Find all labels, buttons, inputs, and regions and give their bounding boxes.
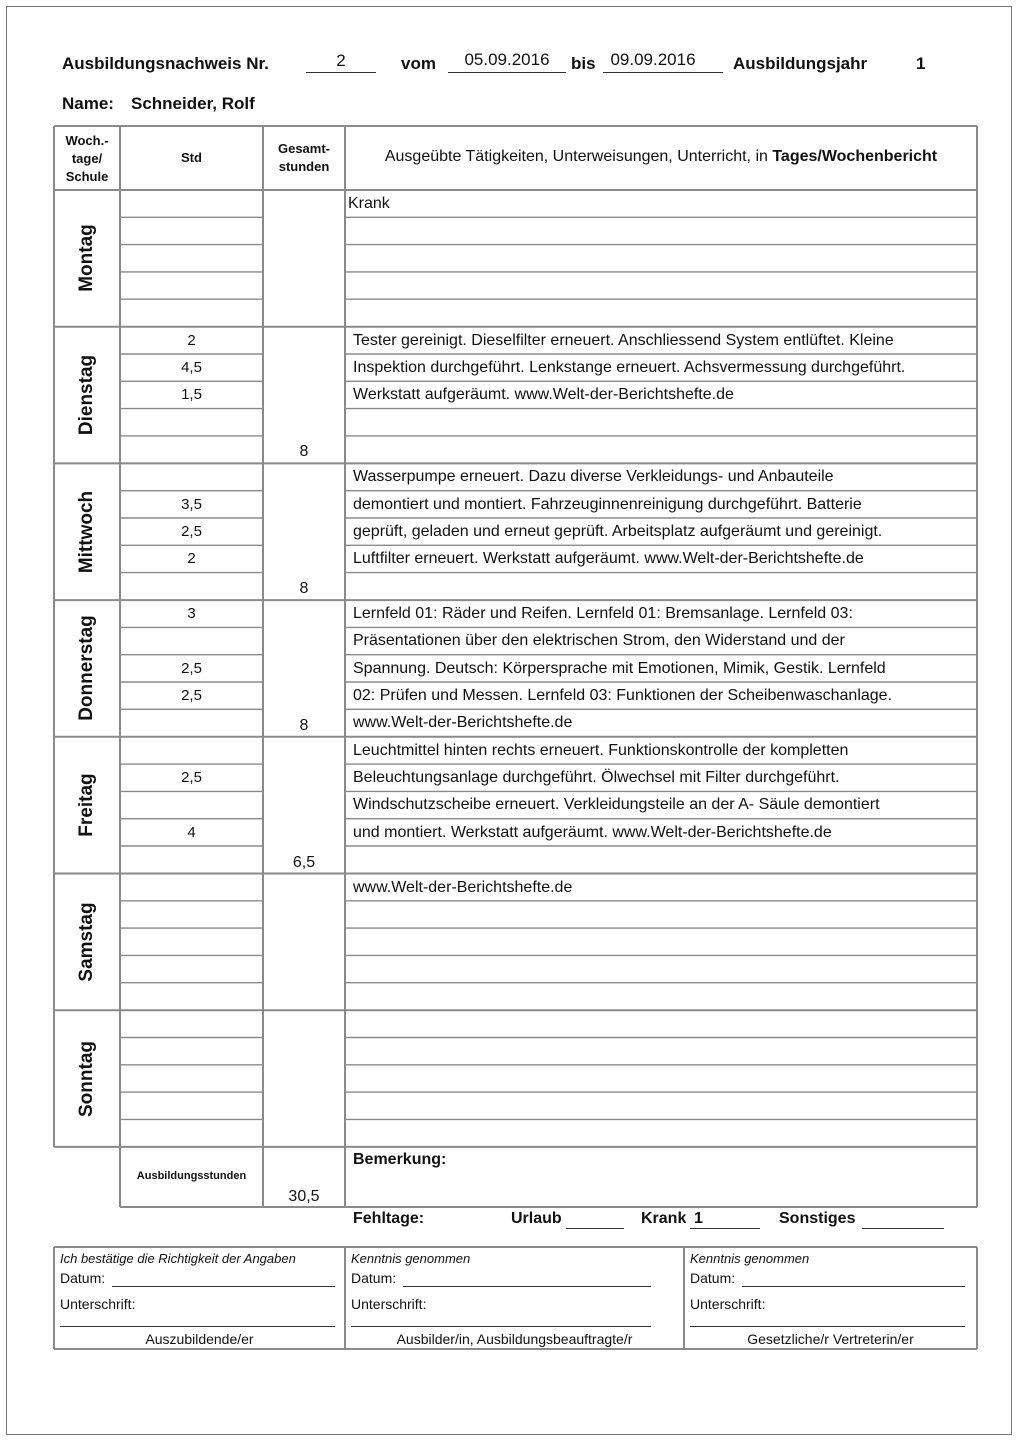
std-cell-freitag[interactable]: 4 xyxy=(187,823,196,841)
ausbildungsjahr-label: Ausbildungsjahr xyxy=(733,54,868,73)
signature-datum-field[interactable] xyxy=(403,1286,651,1287)
signature-datum-label: Datum: xyxy=(351,1270,397,1286)
activity-line-mittwoch[interactable]: Wasserpumpe erneuert. Dazu diverse Verkleidungs- und Anbauteile xyxy=(353,468,834,486)
std-cell-mittwoch[interactable]: 2,5 xyxy=(181,523,202,540)
signature-field[interactable] xyxy=(690,1326,965,1327)
column-header-gesamt xyxy=(263,140,345,176)
day-label-mittwoch: Mittwoch xyxy=(76,490,97,573)
std-cell-donnerstag[interactable]: 2,5 xyxy=(181,687,202,704)
signature-datum-label: Datum: xyxy=(690,1270,736,1286)
signature-field[interactable] xyxy=(351,1326,651,1327)
signature-role: Gesetzliche/r Vertreterin/er xyxy=(747,1331,914,1347)
signature-heading: Kenntnis genommen xyxy=(351,1251,471,1266)
std-cell-mittwoch[interactable]: 3,5 xyxy=(181,495,202,513)
std-cell-dienstag[interactable]: 2 xyxy=(187,331,196,349)
total-hours-freitag[interactable]: 6,5 xyxy=(292,853,316,871)
column-header-std: Std xyxy=(181,150,202,165)
signature-datum-label: Datum: xyxy=(60,1270,106,1286)
activity-line-samstag[interactable]: www.Welt-der-Berichtshefte.de xyxy=(353,878,573,896)
signature-role: Ausbilder/in, Ausbildungsbeauftragte/r xyxy=(396,1331,633,1347)
krank-underline xyxy=(690,1228,760,1229)
signature-unterschrift-label: Unterschrift: xyxy=(690,1296,766,1312)
signature-role: Auszubildende/er xyxy=(145,1331,254,1347)
day-label-samstag: Samstag xyxy=(76,902,97,982)
total-hours-donnerstag[interactable]: 8 xyxy=(299,716,309,734)
signature-unterschrift-label: Unterschrift: xyxy=(60,1296,136,1312)
std-cell-mittwoch[interactable]: 2 xyxy=(187,550,196,568)
activity-line-mittwoch[interactable]: demontiert und montiert. Fahrzeuginnenreinigung durchgeführt. Batterie xyxy=(353,495,862,513)
day-label-montag: Montag xyxy=(76,224,97,293)
date-to[interactable]: 09.09.2016 xyxy=(610,50,696,69)
signature-heading: Ich bestätige die Richtigkeit der Angaben xyxy=(60,1251,296,1266)
bis-label: bis xyxy=(571,54,596,73)
signature-datum-field[interactable] xyxy=(742,1286,965,1287)
std-cell-dienstag[interactable]: 4,5 xyxy=(181,359,202,376)
report-number[interactable]: 2 xyxy=(336,51,346,70)
column-header-gesamt-line2: stunden xyxy=(278,159,330,174)
sonstiges-label: Sonstiges xyxy=(779,1210,856,1227)
activity-line-mittwoch[interactable]: geprüft, geladen und erneut geprüft. Arbeitsplatz aufgeräumt und gereinigt. xyxy=(353,523,883,540)
activity-line-mittwoch[interactable]: Luftfilter erneuert. Werkstatt aufgeräumt. www.Welt-der-Berichtshefte.de xyxy=(353,550,864,568)
signature-datum-field[interactable] xyxy=(112,1286,335,1287)
day-label-freitag: Freitag xyxy=(76,773,97,837)
urlaub-label: Urlaub xyxy=(511,1210,562,1227)
column-header-weekdays-line2: tage/ xyxy=(71,151,103,166)
column-header-weekdays-line3: Schule xyxy=(65,169,109,184)
activity-line-freitag[interactable]: und montiert. Werkstatt aufgeräumt. www.Welt-der-Berichtshefte.de xyxy=(353,823,832,841)
activity-line-donnerstag[interactable]: www.Welt-der-Berichtshefte.de xyxy=(353,714,573,732)
ausbildungsstunden-label: Ausbildungsstunden xyxy=(136,1170,247,1182)
column-header-activities xyxy=(345,148,977,166)
activity-line-dienstag[interactable]: Inspektion durchgeführt. Lenkstange erneuert. Achsvermessung durchgeführt. xyxy=(353,359,906,376)
fehltage-label: Fehltage: xyxy=(353,1210,425,1227)
day-label-donnerstag: Donnerstag xyxy=(76,615,97,722)
ausbildungsstunden-total[interactable]: 30,5 xyxy=(288,1188,320,1205)
activity-line-donnerstag[interactable]: Lernfeld 01: Räder und Reifen. Lernfeld 01: Bremsanlage. Lernfeld 03: xyxy=(353,605,853,623)
column-header-activities-text: Ausgeübte Tätigkeiten, Unterweisungen, Unterricht, in xyxy=(384,148,773,165)
activity-line-freitag[interactable]: Beleuchtungsanlage durchgeführt. Ölwechsel mit Filter durchgeführt. xyxy=(353,769,840,787)
day-label-sonntag: Sonntag xyxy=(76,1040,97,1117)
column-header-weekdays-line1: Woch.- xyxy=(65,133,109,148)
sonstiges-underline xyxy=(862,1228,944,1229)
activity-line-freitag[interactable]: Windschutzscheibe erneuert. Verkleidungsteile an der A- Säule demontiert xyxy=(353,796,880,814)
ausbildungsjahr-value[interactable]: 1 xyxy=(916,54,926,73)
activity-line-freitag[interactable]: Leuchtmittel hinten rechts erneuert. Funktionskontrolle der kompletten xyxy=(353,741,849,759)
vom-label: vom xyxy=(401,54,436,73)
signature-heading: Kenntnis genommen xyxy=(690,1251,810,1266)
day-label-dienstag: Dienstag xyxy=(76,354,97,436)
signature-unterschrift-label: Unterschrift: xyxy=(351,1296,427,1312)
bemerkung-label: Bemerkung: xyxy=(353,1151,447,1168)
total-hours-mittwoch[interactable]: 8 xyxy=(299,580,309,598)
krank-value[interactable]: 1 xyxy=(694,1210,703,1227)
date-from[interactable]: 05.09.2016 xyxy=(464,50,550,69)
signature-field[interactable] xyxy=(60,1326,335,1327)
activity-line-donnerstag[interactable]: Spannung. Deutsch: Körpersprache mit Emotionen, Mimik, Gestik. Lernfeld xyxy=(353,659,886,677)
krank-label: Krank xyxy=(641,1210,687,1227)
activity-line-donnerstag[interactable]: Präsentationen über den elektrischen Strom, den Widerstand und der xyxy=(353,632,845,650)
activity-line-dienstag[interactable]: Tester gereinigt. Dieselfilter erneuert. Anschliessend System entlüftet. Kleine xyxy=(353,331,894,349)
column-header-gesamt-line1: Gesamt- xyxy=(277,141,331,156)
urlaub-underline xyxy=(566,1228,624,1229)
form-title: Ausbildungsnachweis Nr. xyxy=(62,54,269,73)
std-cell-donnerstag[interactable]: 2,5 xyxy=(181,659,202,677)
std-cell-donnerstag[interactable]: 3 xyxy=(187,605,196,623)
column-header-activities-bold: Tages/Wochenbericht xyxy=(772,148,938,165)
activity-line-montag[interactable]: Krank xyxy=(348,195,390,212)
std-cell-freitag[interactable]: 2,5 xyxy=(181,769,202,787)
total-hours-dienstag[interactable]: 8 xyxy=(299,443,309,461)
column-header-weekdays xyxy=(54,132,120,186)
std-cell-dienstag[interactable]: 1,5 xyxy=(181,386,202,404)
activity-line-donnerstag[interactable]: 02: Prüfen und Messen. Lernfeld 03: Funktionen der Scheibenwaschanlage. xyxy=(353,687,893,704)
name-label: Name: xyxy=(62,94,114,113)
activity-line-dienstag[interactable]: Werkstatt aufgeräumt. www.Welt-der-Berichtshefte.de xyxy=(353,386,734,404)
name-value[interactable]: Schneider, Rolf xyxy=(131,94,255,113)
